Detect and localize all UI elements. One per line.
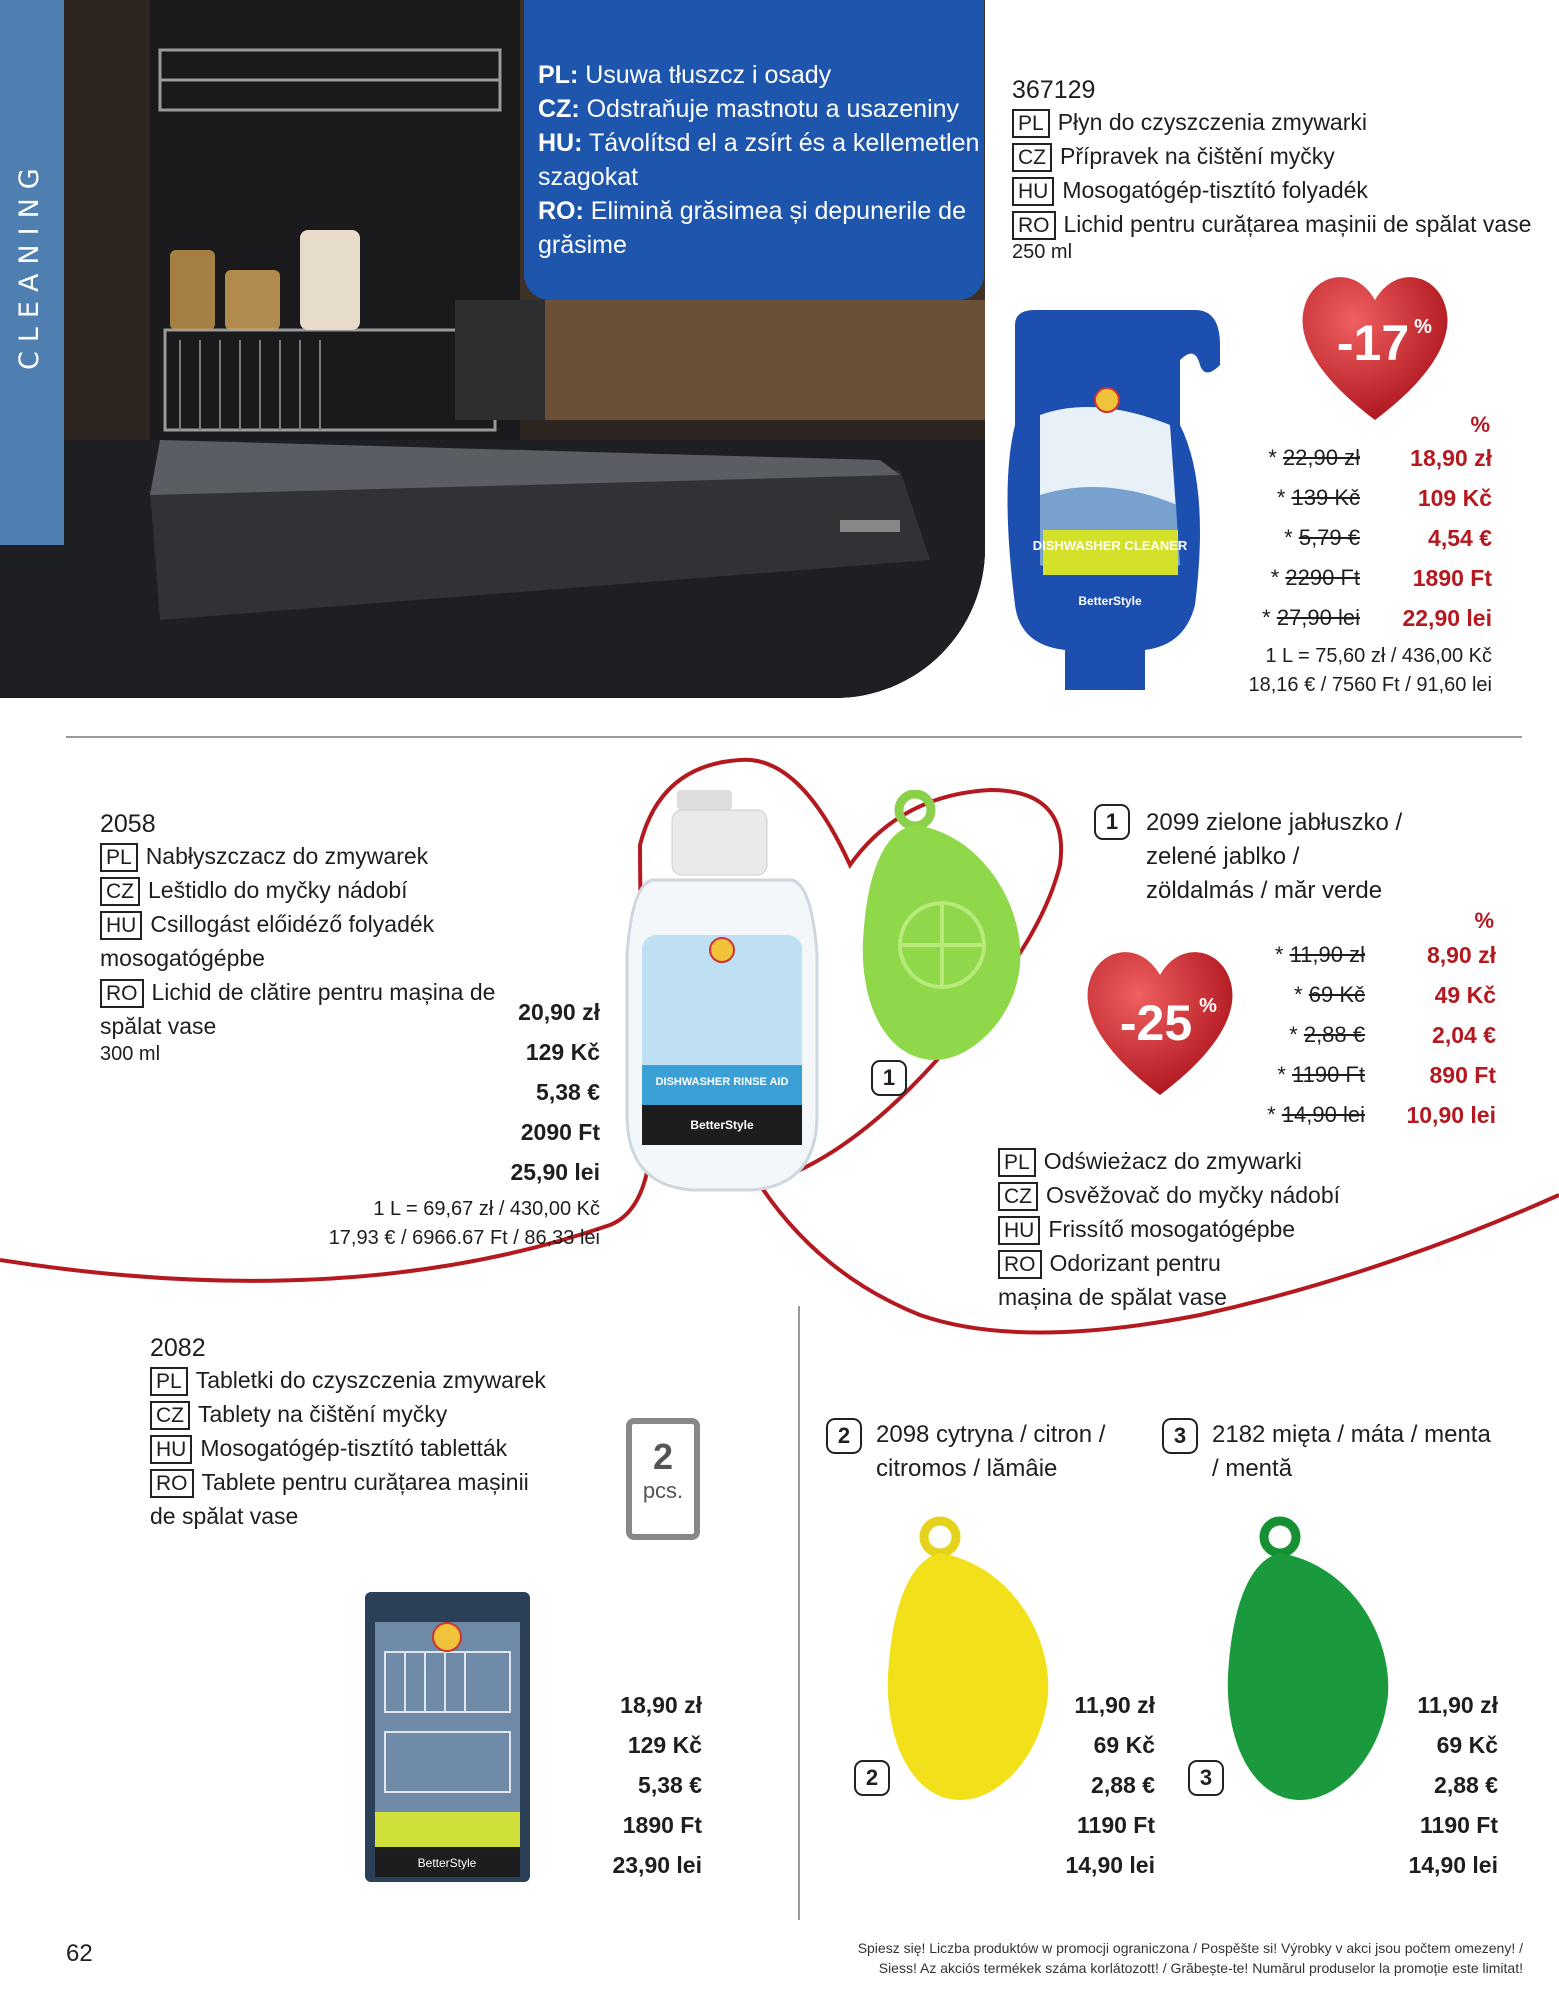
price-eur: 5,38 € — [638, 1772, 702, 1798]
promo-limit-note: Spiesz się! Liczba produktów w promocji ograniczona / Pospěšte si! Výrobky v akci jsou počtem omezeny! / Siess! Az akciós termékek száma korlátozott! / Grăbește-te! Numărul produselor la promoție este limitat! — [857, 1940, 1523, 1976]
name-ro-cont: spălat vase — [100, 1013, 217, 1039]
name-cz: CZ Tablety na čištění myčky — [150, 1397, 610, 1431]
old-prices-367129 — [1200, 438, 1360, 638]
price-huf: 1890 Ft — [622, 1812, 702, 1838]
price-pln: 18,90 zł — [620, 1692, 702, 1718]
badge-3: 3 — [1162, 1418, 1198, 1454]
old-prices-2099 — [1210, 935, 1365, 1135]
product-2098-title: 2 2098 cytryna / citron / citromos / lămâie — [826, 1418, 1146, 1486]
price-pln: 11,90 zł — [1074, 1692, 1155, 1718]
badge-2-image: 2 — [854, 1760, 890, 1796]
new-prices-367129 — [1360, 438, 1492, 638]
price-huf: 1190 Ft — [1077, 1812, 1155, 1838]
new-price-huf: 890 Ft — [1429, 1062, 1496, 1088]
svg-text:DISHWASHER RINSE AID: DISHWASHER RINSE AID — [655, 1076, 789, 1088]
price-eur: 2,88 € — [1091, 1772, 1155, 1798]
old-price-ron: * 27,90 lei — [1262, 605, 1360, 630]
svg-text:%: % — [1414, 316, 1432, 338]
dishwasher-cleaner-bottle — [995, 305, 1225, 695]
old-price-huf: * 2290 Ft — [1270, 565, 1360, 590]
name-pl: PL Płyn do czyszczenia zmywarki — [1012, 105, 1552, 139]
product-2182-title: 3 2182 mięta / máta / menta / mentă — [1162, 1418, 1512, 1486]
name-ro-cont: de spălat vase — [150, 1503, 299, 1529]
name-ro: RO Odorizant pentru — [998, 1246, 1398, 1280]
svg-text:BetterStyle: BetterStyle — [417, 1856, 477, 1870]
category-label: CLEANING — [14, 159, 45, 370]
new-price-pln: 18,90 zł — [1410, 445, 1492, 471]
price-pln: 11,90 zł — [1417, 1692, 1498, 1718]
name-hu: HU Mosogatógép-tisztító tabletták — [150, 1431, 610, 1465]
name-pl: PL Tabletki do czyszczenia zmywarek — [150, 1363, 610, 1397]
old-price-eur: * 5,79 € — [1284, 525, 1360, 550]
name-ro: RO Lichid pentru curățarea mașinii de spălat vase — [1012, 207, 1552, 241]
name-cz: CZ Osvěžovač do myčky nádobí — [998, 1178, 1398, 1212]
price-czk: 129 Kč — [525, 1039, 600, 1065]
name-ro: RO Tablete pentru curățarea mașinii — [150, 1465, 610, 1499]
badge-2: 2 — [826, 1418, 862, 1454]
green-apple-freshener — [855, 790, 1030, 1065]
price-czk: 69 Kč — [1093, 1732, 1155, 1758]
product-2058-info — [100, 810, 520, 1066]
name-hu-cont: mosogatógépbe — [100, 945, 265, 971]
name-ro: RO Lichid de clătire pentru mașina de — [100, 975, 520, 1009]
prices-2082 — [590, 1685, 702, 1885]
section-divider — [66, 736, 1522, 738]
product-code: 2082 — [150, 1334, 206, 1362]
badge-3-image: 3 — [1188, 1760, 1224, 1796]
pct-header: % — [1470, 412, 1490, 437]
new-price-eur: 2,04 € — [1432, 1022, 1496, 1048]
product-code: 367129 — [1012, 76, 1096, 104]
new-price-eur: 4,54 € — [1428, 525, 1492, 551]
old-price-czk: * 69 Kč — [1294, 982, 1365, 1007]
price-huf: 1190 Ft — [1420, 1812, 1498, 1838]
new-prices-2099 — [1370, 935, 1496, 1135]
benefits-box — [524, 0, 984, 300]
mint-freshener — [1220, 1515, 1395, 1805]
new-price-huf: 1890 Ft — [1412, 565, 1492, 591]
price-ron: 23,90 lei — [612, 1852, 702, 1878]
svg-text:BetterStyle: BetterStyle — [690, 1118, 754, 1132]
price-czk: 69 Kč — [1436, 1732, 1498, 1758]
price-ron: 14,90 lei — [1065, 1852, 1155, 1878]
discount-heart-17 — [1295, 265, 1455, 430]
old-price-huf: * 1190 Ft — [1277, 1062, 1365, 1087]
badge-1: 1 — [1094, 804, 1130, 840]
benefit-cz: CZ: Odstraňuje mastnotu a usazeniny — [538, 95, 960, 123]
price-pln: 20,90 zł — [518, 999, 600, 1025]
rinse-aid-bottle — [612, 785, 832, 1195]
old-price-eur: * 2,88 € — [1289, 1022, 1365, 1047]
cleaner-tablets-box — [365, 1592, 530, 1882]
product-2082-info — [150, 1334, 610, 1533]
name-cz: CZ Leštidlo do myčky nádobí — [100, 873, 520, 907]
new-price-czk: 109 Kč — [1417, 485, 1492, 511]
price-huf: 2090 Ft — [520, 1119, 600, 1145]
svg-text:%: % — [1199, 995, 1217, 1017]
prices-2098 — [1040, 1685, 1155, 1885]
product-2099-names — [998, 1144, 1398, 1314]
price-eur: 5,38 € — [536, 1079, 600, 1105]
new-price-pln: 8,90 zł — [1426, 942, 1496, 968]
volume: 300 ml — [100, 1043, 161, 1065]
unit-price-367129: 1 L = 75,60 zł / 436,00 Kč 18,16 € / 7560 Ft / 91,60 lei — [1248, 645, 1492, 696]
column-divider — [798, 1306, 800, 1920]
name-ro-cont: mașina de spălat vase — [998, 1284, 1227, 1310]
name-hu: HU Mosogatógép-tisztító folyadék — [1012, 173, 1552, 207]
page-number: 62 — [66, 1940, 93, 1967]
name-hu: HU Csillogást előidéző folyadék — [100, 907, 520, 941]
lemon-freshener — [880, 1515, 1055, 1805]
old-price-pln: * 22,90 zł — [1268, 445, 1360, 470]
old-price-pln: * 11,90 zł — [1274, 942, 1365, 967]
svg-text:-17: -17 — [1336, 315, 1410, 371]
pieces-badge: 2 pcs. — [626, 1418, 700, 1540]
price-czk: 129 Kč — [627, 1732, 702, 1758]
prices-2058 — [470, 992, 600, 1192]
new-price-czk: 49 Kč — [1434, 982, 1496, 1008]
new-price-ron: 22,90 lei — [1402, 605, 1492, 631]
price-eur: 2,88 € — [1434, 1772, 1498, 1798]
product-367129-info — [1012, 76, 1552, 264]
old-price-ron: * 14,90 lei — [1267, 1102, 1365, 1127]
price-ron: 14,90 lei — [1408, 1852, 1498, 1878]
product-code: 2058 — [100, 810, 156, 838]
svg-text:-25: -25 — [1119, 995, 1193, 1051]
benefit-ro: RO: Elimină grăsimea și depunerile de grăsime — [538, 197, 966, 259]
pct-header: % — [1474, 908, 1494, 933]
badge-1-image: 1 — [871, 1060, 907, 1096]
benefit-hu: HU: Távolítsd el a zsírt és a kellemetlen szagokat — [538, 129, 980, 191]
volume: 250 ml — [1012, 241, 1073, 263]
new-price-ron: 10,90 lei — [1406, 1102, 1496, 1128]
old-price-czk: * 139 Kč — [1276, 485, 1360, 510]
name-cz: CZ Přípravek na čištění myčky — [1012, 139, 1552, 173]
unit-price-2058: 1 L = 69,67 zł / 430,00 Kč 17,93 € / 6966.67 Ft / 86,33 lei — [328, 1198, 600, 1249]
benefit-pl: PL: Usuwa tłuszcz i osady — [538, 61, 832, 89]
price-ron: 25,90 lei — [510, 1159, 600, 1185]
prices-2182 — [1380, 1685, 1498, 1885]
svg-text:DISHWASHER CLEANER: DISHWASHER CLEANER — [1032, 538, 1188, 553]
name-pl: PL Nabłyszczacz do zmywarek — [100, 839, 520, 873]
svg-text:BetterStyle: BetterStyle — [1078, 594, 1142, 608]
product-2099-title: 1 2099 zielone jabłuszko / zelené jablko / zöldalmás / măr verde — [1094, 806, 1534, 908]
name-hu: HU Frissítő mosogatógépbe — [998, 1212, 1398, 1246]
name-pl: PL Odświeżacz do zmywarki — [998, 1144, 1398, 1178]
